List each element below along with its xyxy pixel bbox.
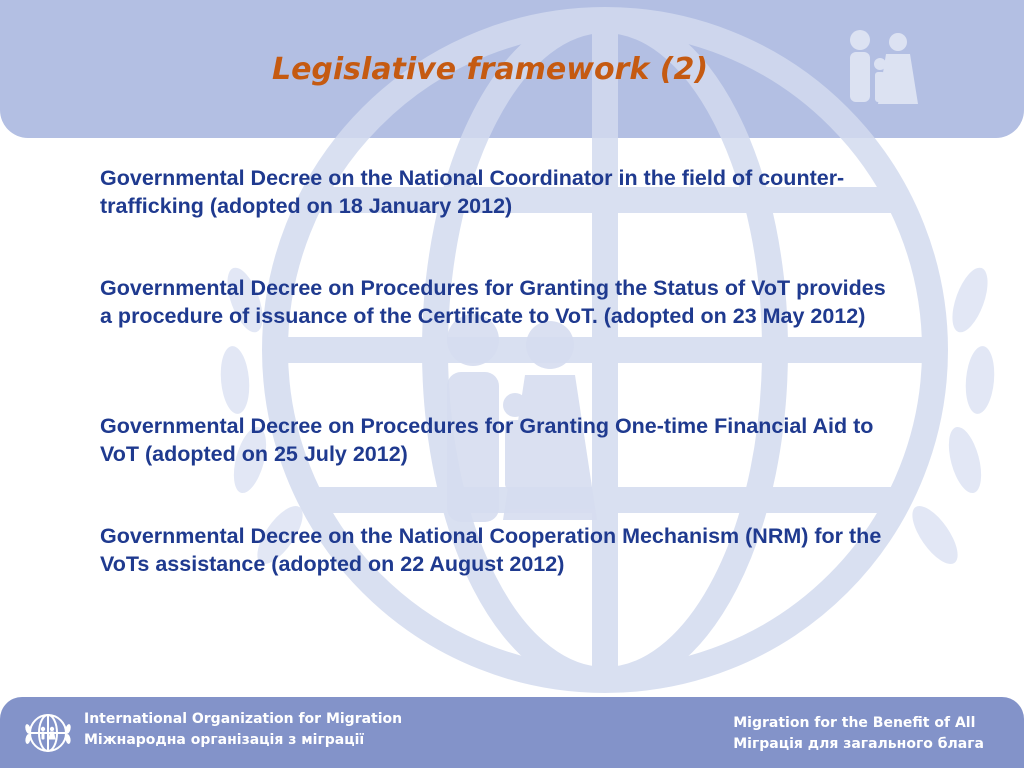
slide-title: Legislative framework (2): [271, 52, 709, 87]
decree-item: Governmental Decree on the National Cooperation Mechanism (NRM) for the VoTs assistance (adopted on 22 August 2012): [100, 524, 882, 576]
slogan-en: Migration for the Benefit of All: [733, 715, 976, 731]
decree-item: Governmental Decree on the National Coordinator in the field of counter-trafficking (adopted on 18 January 2012): [100, 166, 845, 218]
footer-slogan: [733, 713, 984, 755]
footer-org-names: [84, 709, 402, 751]
slogan-uk: Міграція для загального блага: [733, 736, 984, 752]
footer-band: [0, 697, 1024, 768]
iom-logo-icon: [22, 707, 74, 759]
decree-item: Governmental Decree on Procedures for Granting the Status of VoT provides a procedure of issuance of the Certificate to VoT. (adopted on 23 May 2012): [100, 276, 886, 328]
org-name-en: International Organization for Migration: [84, 711, 403, 727]
decree-item: Governmental Decree on Procedures for Granting One-time Financial Aid to VoT (adopted on 25 July 2012): [100, 414, 874, 466]
org-name-uk: Міжнародна організація з міграції: [84, 732, 365, 748]
